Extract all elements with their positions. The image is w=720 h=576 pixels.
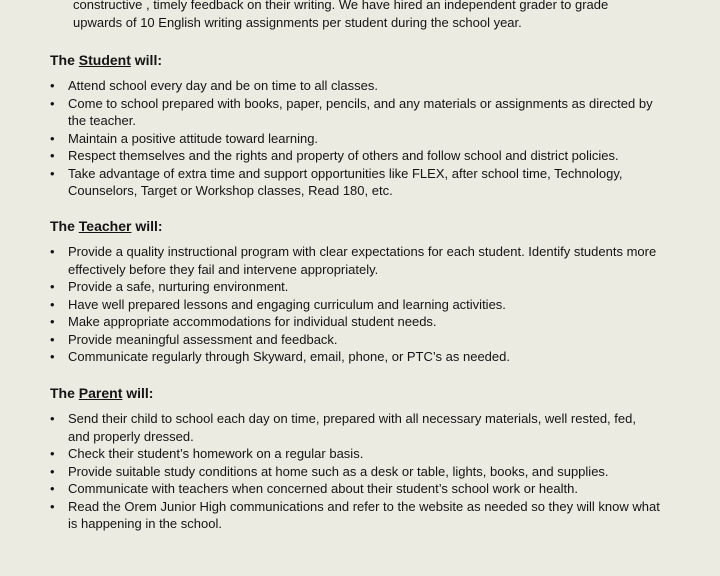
student-responsibilities-list bbox=[50, 77, 660, 200]
list-item: • Have well prepared lessons and engaging curriculum and learning activities. bbox=[50, 296, 660, 314]
student-section bbox=[50, 51, 660, 200]
teacher-heading: The Teacher will: bbox=[50, 218, 163, 234]
parent-responsibilities-list bbox=[50, 410, 660, 533]
list-item: • Come to school prepared with books, paper, pencils, and any materials or assignments as directed by the teacher. bbox=[50, 95, 660, 130]
list-item: • Take advantage of extra time and support opportunities like FLEX, after school time, Technology, Counselors, Target or Workshop classes, Read 180, etc. bbox=[50, 165, 660, 200]
list-item: • Attend school every day and be on time to all classes. bbox=[50, 77, 660, 95]
list-item: • Provide suitable study conditions at home such as a desk or table, lights, books, and supplies. bbox=[50, 463, 660, 481]
list-item: • Read the Orem Junior High communications and refer to the website as needed so they will know what is happening in the school. bbox=[50, 498, 660, 533]
intro-paragraph bbox=[73, 0, 673, 31]
parent-heading: The Parent will: bbox=[50, 385, 154, 401]
list-item: • Communicate regularly through Skyward, email, phone, or PTC’s as needed. bbox=[50, 348, 660, 366]
teacher-role-label: Teacher bbox=[78, 218, 132, 234]
teacher-section bbox=[50, 217, 660, 366]
parent-role-label: Parent bbox=[78, 385, 123, 401]
intro-line-2: upwards of 10 English writing assignments per student during the school year. bbox=[73, 14, 522, 30]
list-item: • Respect themselves and the rights and property of others and follow school and district policies. bbox=[50, 147, 660, 165]
list-item: • Provide a quality instructional program with clear expectations for each student. Identify students more effectively before they fail and intervene appropriately. bbox=[50, 243, 660, 278]
list-item: • Make appropriate accommodations for individual student needs. bbox=[50, 313, 660, 331]
list-item: • Communicate with teachers when concerned about their student’s school work or health. bbox=[50, 480, 660, 498]
list-item: • Provide a safe, nurturing environment. bbox=[50, 278, 660, 296]
student-heading: The Student will: bbox=[50, 52, 163, 68]
list-item: • Check their student’s homework on a regular basis. bbox=[50, 445, 660, 463]
list-item: • Maintain a positive attitude toward learning. bbox=[50, 130, 660, 148]
list-item: • Provide meaningful assessment and feedback. bbox=[50, 331, 660, 349]
list-item: • Send their child to school each day on time, prepared with all necessary materials, well rested, fed, and properly dressed. bbox=[50, 410, 660, 445]
intro-line-1: constructive , timely feedback on their writing. We have hired an independent grader to grade bbox=[73, 0, 609, 12]
teacher-responsibilities-list bbox=[50, 243, 660, 366]
student-role-label: Student bbox=[78, 52, 131, 68]
parent-section bbox=[50, 384, 660, 533]
